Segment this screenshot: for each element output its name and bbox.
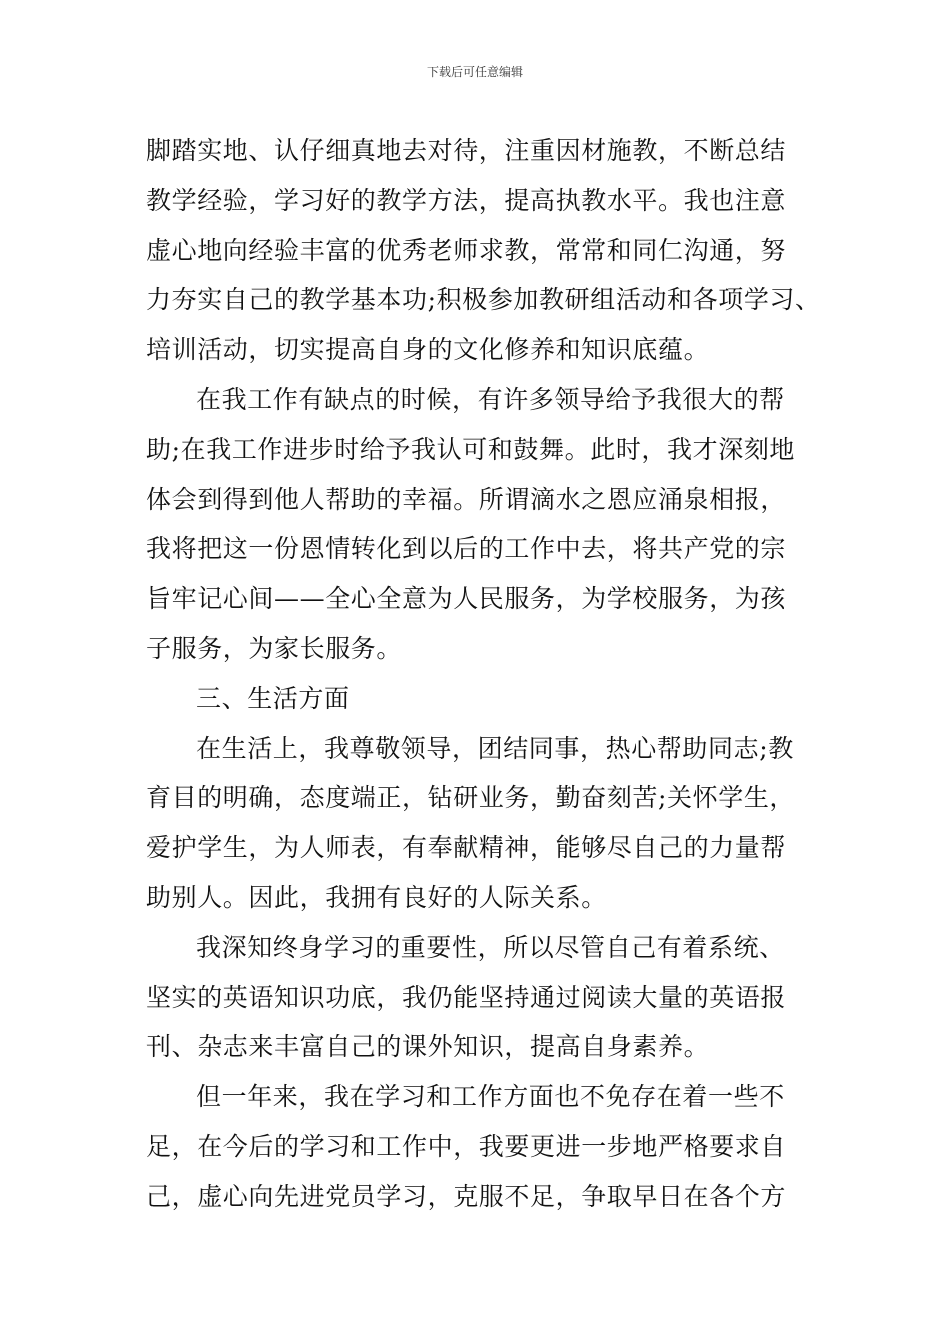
text-line: 体会到得到他人帮助的幸福。所谓滴水之恩应涌泉相报， (146, 484, 787, 514)
text-line: 爱护学生，为人师表，有奉献精神，能够尽自己的力量帮 (146, 833, 787, 863)
document-body (146, 126, 831, 1222)
text-line: 刊、杂志来丰富自己的课外知识，提高自身素养。 (146, 1032, 710, 1062)
paragraph-start-line: 我深知终身学习的重要性，所以尽管自己有着系统、 (196, 932, 785, 962)
text-line: 足，在今后的学习和工作中，我要更进一步地严格要求自 (146, 1131, 787, 1161)
page-header: 下载后可任意编辑 (426, 65, 523, 79)
text-line: 力夯实自己的教学基本功;积极参加教研组活动和各项学习、 (146, 285, 821, 315)
text-line: 坚实的英语知识功底，我仍能坚持通过阅读大量的英语报 (146, 982, 787, 1012)
text-line: 培训活动，切实提高自身的文化修养和知识底蕴。 (146, 335, 710, 365)
text-line: 我将把这一份恩情转化到以后的工作中去，将共产党的宗 (146, 534, 787, 564)
section-heading: 三、生活方面 (196, 683, 350, 713)
paragraph-start-line: 在我工作有缺点的时候，有许多领导给予我很大的帮 (196, 384, 785, 414)
text-line: 子服务，为家长服务。 (146, 633, 403, 663)
text-line: 助;在我工作进步时给予我认可和鼓舞。此时，我才深刻地 (146, 434, 796, 464)
text-line: 育目的明确，态度端正，钻研业务，勤奋刻苦;关怀学生， (146, 783, 796, 813)
text-line: 旨牢记心间——全心全意为人民服务，为学校服务，为孩 (146, 584, 787, 614)
text-line: 教学经验，学习好的教学方法，提高执教水平。我也注意 (146, 185, 787, 215)
paragraph-start-line: 在生活上，我尊敬领导，团结同事，热心帮助同志;教 (196, 733, 794, 763)
text-line: 助别人。因此，我拥有良好的人际关系。 (146, 882, 607, 912)
paragraph-start-line: 但一年来，我在学习和工作方面也不免存在着一些不 (196, 1082, 785, 1112)
text-line: 虚心地向经验丰富的优秀老师求教，常常和同仁沟通，努 (146, 235, 787, 265)
text-line: 己，虚心向先进党员学习，克服不足，争取早日在各个方 (146, 1181, 787, 1211)
text-line: 脚踏实地、认仔细真地去对待，注重因材施教，不断总结 (146, 136, 787, 165)
